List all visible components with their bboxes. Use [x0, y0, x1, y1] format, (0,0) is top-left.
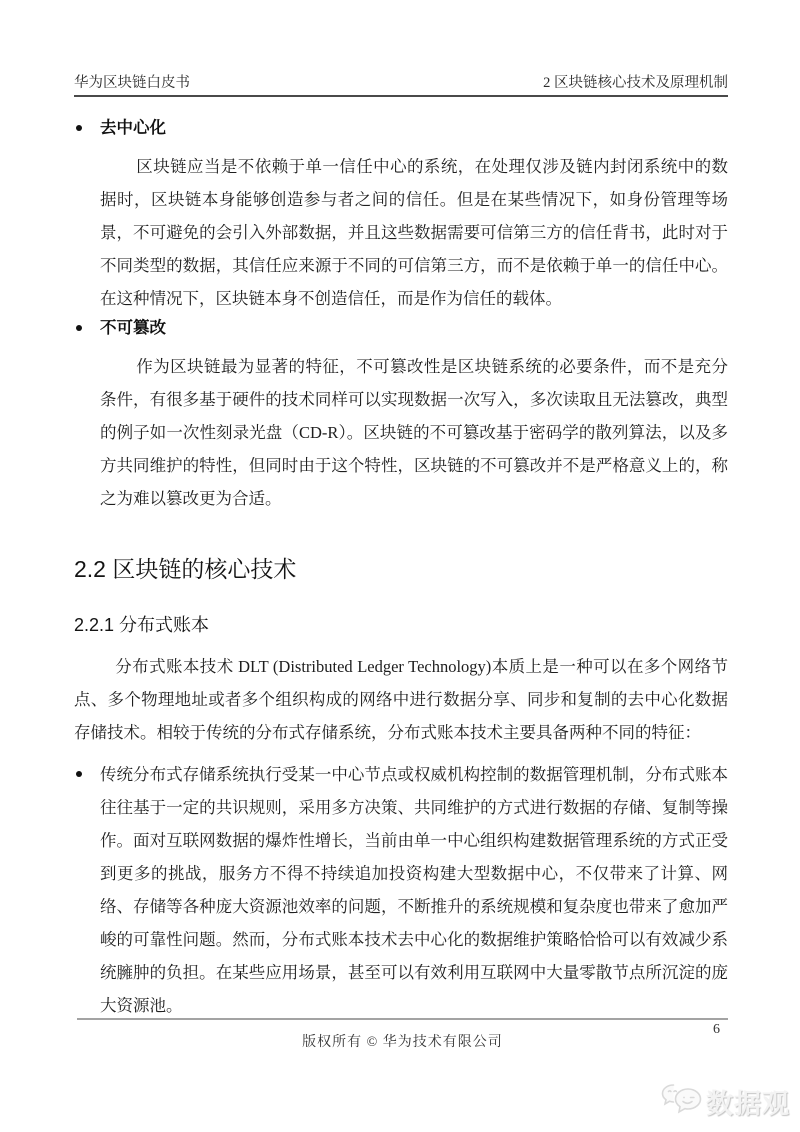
bullet-marker-icon [76, 125, 82, 131]
bullet-item-decentralization [74, 117, 728, 315]
dataview-watermark [660, 1081, 790, 1122]
page-footer [77, 1018, 728, 1051]
bullet-title: 不可篡改 [100, 319, 166, 337]
header-left-title: 华为区块链白皮书 [74, 75, 190, 91]
copyright-text: 版权所有 © 华为技术有限公司 [302, 1035, 503, 1050]
paragraph-immutability: 作为区块链最为显著的特征，不可篡改性是区块链系统的必要条件，而不是充分条件，有很多基于硬件的技术同样可以实现数据一次写入，多次读取且无法篡改，典型的例子如一次性刻录光盘（CD-R）。区块链的不可篡改基于密码学的散列算法，以及多方共同维护的特性，但同时由于这个特性，区块链的不可篡改并不是严格意义上的，称之为难以篡改更为合适。 [100, 357, 728, 508]
bullet-marker-icon [76, 771, 82, 777]
page-header [74, 73, 728, 93]
subsection-heading: 2.2.1 分布式账本 [74, 615, 210, 635]
paragraph-decentralization: 区块链应当是不依赖于单一信任中心的系统，在处理仅涉及链内封闭系统中的数据时，区块链本身能够创造参与者之间的信任。但是在某些情况下，如身份管理等场景，不可避免的会引入外部数据，并且这些数据需要可信第三方的信任背书，此时对于不同类型的数据，其信任应来源于不同的可信第三方，而不是依赖于单一的信任中心。在这种情况下，区块链本身不创造信任，而是作为信任的载体。 [100, 157, 728, 308]
chat-bubbles-icon [660, 1081, 702, 1122]
footer-rule [77, 1018, 728, 1020]
paragraph-dlt-intro: 分布式账本技术 DLT (Distributed Ledger Technology)本质上是一种可以在多个网络节点、多个物理地址或者多个组织构成的网络中进行数据分享、同步和复制的去中心化数据存储技术。相较于传统的分布式存储系统，分布式账本技术主要具备两种不同的特征： [74, 657, 728, 742]
bullet-marker-icon [76, 325, 82, 331]
paragraph-dlt-feature: 传统分布式存储系统执行受某一中心节点或权威机构控制的数据管理机制，分布式账本往往基于一定的共识规则，采用多方决策、共同维护的方式进行数据的存储、复制等操作。面对互联网数据的爆炸性增长，当前由单一中心组织构建数据管理系统的方式正受到更多的挑战，服务方不得不持续追加投资构建大型数据中心，不仅带来了计算、网络、存储等各种庞大资源池效率的问题，不断推升的系统规模和复杂度也带来了愈加严峻的可靠性问题。然而，分布式账本技术去中心化的数据维护策略恰恰可以有效减少系统臃肿的负担。在某些应用场景，甚至可以有效利用互联网中大量零散节点所沉淀的庞大资源池。 [100, 765, 728, 1015]
section-heading: 2.2 区块链的核心技术 [74, 556, 297, 582]
bullet-item-dlt-feature [74, 758, 728, 1022]
header-rule [74, 95, 728, 97]
page-number: 6 [713, 1022, 720, 1037]
bullet-item-immutability [74, 317, 728, 515]
bullet-title-row [74, 317, 728, 339]
bullet-title-row [74, 117, 728, 139]
watermark-label: 数据观 [706, 1089, 790, 1119]
bullet-title: 去中心化 [100, 119, 166, 137]
header-right-title: 2 区块链核心技术及原理机制 [543, 75, 728, 91]
